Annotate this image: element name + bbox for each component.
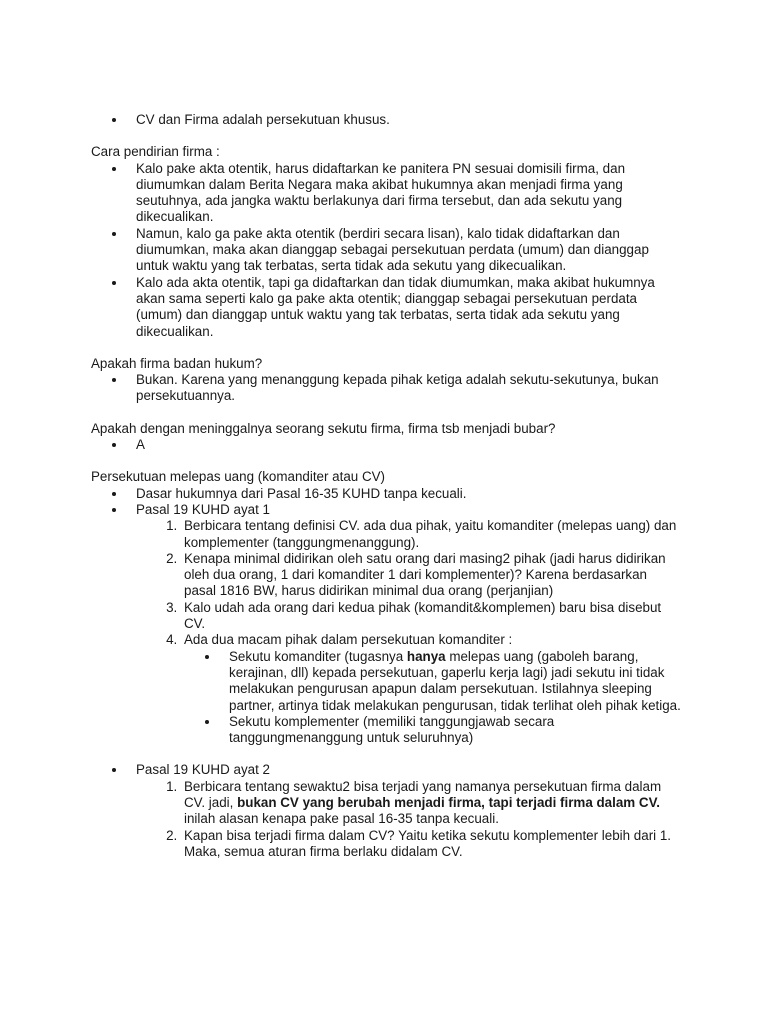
list-item: CV dan Firma adalah persekutuan khusus.: [136, 112, 681, 128]
list-item-label: Pasal 19 KUHD ayat 1: [136, 501, 270, 517]
text-run: Berbicara tentang sewaktu2 bisa terjadi yang namanya persekutuan firma dalam CV. jadi,: [184, 778, 662, 810]
bullet-list: [91, 437, 681, 453]
bullet-list: [91, 486, 681, 747]
bold-text: bukan CV yang berubah menjadi firma, tapi terjadi firma dalam CV.: [237, 794, 661, 810]
bullet-list: [91, 372, 681, 405]
intro-list: [91, 112, 681, 128]
section-heading: Apakah firma badan hukum?: [91, 355, 263, 371]
numbered-item: 1. Berbicara tentang definisi CV. ada dua pihak, yaitu komanditer (melepas uang) dan komplementer (tanggungmenanggung).: [181, 518, 681, 551]
numbered-item: 3. Kalo udah ada orang dari kedua pihak (komandit&komplemen) baru bisa disebut CV.: [181, 600, 681, 633]
sub-bullet-list: [184, 649, 681, 747]
numbered-item-label: Ada dua macam pihak dalam persekutuan komanditer :: [184, 632, 513, 648]
sub-list-item: [229, 649, 681, 714]
numbered-list: [136, 779, 681, 860]
bullet-list: [91, 762, 681, 860]
list-item: [136, 502, 681, 746]
text-run: Sekutu komanditer (tugasnya: [229, 648, 407, 664]
sub-list-item: Sekutu komplementer (memiliki tanggungjawab secara tanggungmenanggung untuk seluruhnya): [229, 714, 681, 747]
numbered-item: 2. Kenapa minimal didirikan oleh satu orang dari masing2 pihak (jadi harus didirikan oleh dua orang, 1 dari komanditer 1 dari komplementer)? Karena berdasarkan pasal 1816 BW, harus didirikan minimal dua orang (perjanjian): [181, 551, 681, 600]
list-item: Namun, kalo ga pake akta otentik (berdiri secara lisan), kalo tidak didaftarkan dan diumumkan, maka akan dianggap sebagai persekutuan perdata (umum) dan dianggap untuk waktu yang tak terbatas, serta tidak ada sekutu yang dikecualikan.: [136, 226, 681, 275]
list-item: Bukan. Karena yang menanggung kepada pihak ketiga adalah sekutu-sekutunya, bukan persekutuannya.: [136, 372, 681, 405]
numbered-item: [181, 632, 681, 746]
list-item: Dasar hukumnya dari Pasal 16-35 KUHD tanpa kecuali.: [136, 486, 681, 502]
list-item: [136, 762, 681, 860]
numbered-item: 2. Kapan bisa terjadi firma dalam CV? Yaitu ketika sekutu komplementer lebih dari 1. Maka, semua aturan firma berlaku didalam CV.: [181, 828, 681, 861]
list-item: A: [136, 437, 681, 453]
list-item: Kalo pake akta otentik, harus didaftarkan ke panitera PN sesuai domisili firma, dan diumumkan dalam Berita Negara maka akibat hukumnya akan menjadi firma yang seutuhnya, ada jangka waktu berlakunya dari firma tersebut, dan ada sekutu yang dikecualikan.: [136, 161, 681, 226]
bold-text: hanya: [406, 648, 446, 664]
text-run: inilah alasan kenapa pake pasal 16-35 tanpa kecuali.: [184, 811, 499, 827]
section-heading: Cara pendirian firma :: [91, 144, 220, 160]
section-heading: Persekutuan melepas uang (komanditer atau CV): [91, 469, 386, 485]
section-heading: Apakah dengan meninggalnya seorang sekutu firma, firma tsb menjadi bubar?: [91, 420, 556, 436]
document-page: [91, 112, 681, 860]
numbered-list: [136, 518, 681, 746]
numbered-item: [181, 779, 681, 828]
bullet-list: [91, 161, 681, 340]
text-run: melepas uang (gaboleh barang, kerajinan, dll) kepada persekutuan, gaperlu kerja lagi) jadi sekutu ini tidak melakukan pengurusan apapun dalam persekutuan. Istilahnya sleeping partner, artinya tidak melakukan pengurusan, tidak terlihat oleh pihak ketiga.: [229, 648, 681, 713]
list-item-label: Pasal 19 KUHD ayat 2: [136, 762, 270, 778]
list-item: Kalo ada akta otentik, tapi ga didaftarkan dan tidak diumumkan, maka akibat hukumnya akan sama seperti kalo ga pake akta otentik; dianggap sebagai persekutuan perdata (umum) dan dianggap untuk waktu yang tak terbatas, serta tidak ada sekutu yang dikecualikan.: [136, 275, 681, 340]
